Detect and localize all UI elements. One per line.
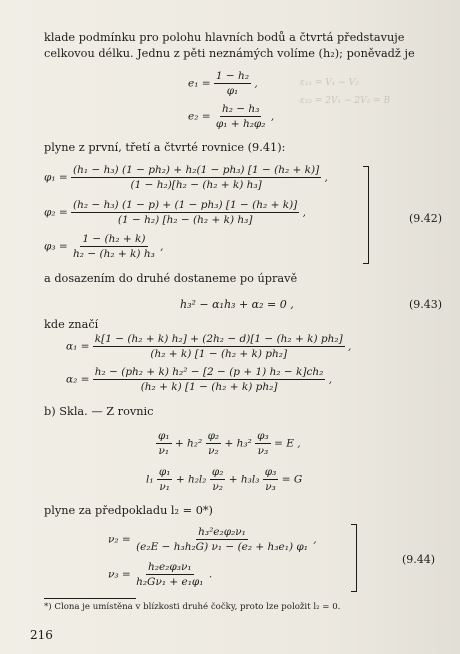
- eq-lhs: α₂ =: [66, 373, 90, 386]
- numerator: k[1 − (h₂ + k) h₂] + (2h₂ − d)[1 − (h₂ + k) ph₂]: [94, 333, 343, 345]
- fraction: [71, 233, 157, 260]
- term: + h₂²: [174, 437, 203, 450]
- equation-nu2: ν₂ = $\frac{\text{h₃²e₂φ₂ν₁}}{\text{(e₂E − h₃h₂G) ν₁ − (e₂ + h₃e₁) φ₁}}$ ,: [108, 526, 317, 553]
- numerator: h₂ − (ph₂ + k) h₂² − [2 − (p + 1) h₂ − k]ch₂: [94, 366, 324, 378]
- fraction: [156, 430, 172, 457]
- eq-lhs: e₂ =: [188, 110, 211, 123]
- fraction: [71, 199, 299, 226]
- denominator: ν₂: [212, 481, 223, 493]
- equation-number: (9.42): [409, 212, 443, 225]
- numerator: 1 − h₂: [215, 70, 250, 82]
- numerator: φ₂: [211, 466, 224, 478]
- fraction: [93, 366, 326, 393]
- eq-lhs: e₁ =: [188, 77, 211, 90]
- eq-lhs: φ₂ =: [44, 206, 68, 219]
- equation-sum-E: [156, 430, 301, 457]
- term: l₁: [146, 473, 154, 486]
- numerator: φ₁: [158, 430, 170, 442]
- show-through: ε₁₁ = V₁ − V₂: [300, 78, 359, 88]
- system-brace: [350, 524, 357, 592]
- denominator: (1 − h₂)[h₂ − (h₂ + k) h₃]: [130, 179, 262, 191]
- denominator: (e₂E − h₃h₂G) ν₁ − (e₂ + h₃e₁) φ₁: [136, 541, 308, 553]
- text-line: b) Skla. — Z rovnic: [44, 405, 154, 418]
- footnote: *) Clona je umístěna v blízkosti druhé čočky, proto lze položit l₂ = 0.: [44, 602, 341, 612]
- eq-lhs: φ₁ =: [44, 171, 68, 184]
- fraction: [134, 526, 310, 553]
- denominator: ν₃: [257, 445, 269, 457]
- numerator: (h₁ − h₃) (1 − ph₂) + h₂(1 − ph₃) [1 − (h₂ + k)]: [73, 164, 320, 176]
- equation-nu3: ν₃ = $\frac{\text{h₂e₂φ₃ν₁}}{\text{h₂Gν₁ + e₁φ₁}}$ .: [108, 561, 213, 588]
- fraction: [214, 70, 251, 97]
- denominator: ν₁: [159, 481, 170, 493]
- text-line: klade podmínku pro polohu hlavních bodů a čtvrtá představuje: [44, 31, 405, 44]
- text-line: a dosazením do druhé dostaneme po úpravě: [44, 272, 298, 285]
- equation-number: (9.43): [409, 298, 443, 311]
- denominator: (1 − h₂) [h₂ − (h₂ + k) h₃]: [117, 214, 253, 226]
- numerator: φ₃: [264, 466, 277, 478]
- fraction: [255, 430, 271, 457]
- fraction: [93, 333, 345, 360]
- numerator: 1 − (h₂ + k): [82, 233, 146, 245]
- denominator: h₂ − (h₂ + k) h₃: [73, 248, 155, 260]
- denominator: (h₂ + k) [1 − (h₂ + k) ph₂]: [150, 348, 288, 360]
- text-line: plyne z první, třetí a čtvrté rovnice (9.41):: [44, 141, 286, 154]
- denominator: ν₃: [265, 481, 276, 493]
- equation-alpha2: α₂ = $\frac{\text{h₂ − (ph₂ + k) h₂² − [2 − (p + 1) h₂ − k]ch₂}}{\text{(h₂ + k) [1 − (h₂ + k) ph₂]}}$ ,: [66, 366, 333, 393]
- footnote-rule: [44, 598, 136, 599]
- equation-e2: e₂ = $\frac{\text{h₂ − h₃}}{\text{φ₁ + h₂φ₂}}$ ,: [188, 103, 275, 130]
- denominator: φ₁ + h₂φ₂: [215, 118, 266, 130]
- page-number: 216: [30, 628, 53, 642]
- equation-sum-G: [146, 466, 302, 493]
- text-line: celkovou délku. Jednu z pěti neznámých volíme (h₂); poněvadž je: [44, 47, 415, 60]
- equation-e1: e₁ = $\frac{\text{1 − h₂}}{\text{φ₁}}$ ,: [188, 70, 258, 97]
- denominator: φ₁: [226, 85, 239, 97]
- fraction: [71, 164, 321, 191]
- denominator: (h₂ + k) [1 − (h₂ + k) ph₂]: [140, 381, 278, 393]
- eq-lhs: ν₃ =: [108, 568, 131, 581]
- eq-lhs: α₁ =: [66, 340, 90, 353]
- denominator: ν₂: [208, 445, 219, 457]
- numerator: φ₂: [207, 430, 220, 442]
- fraction: [134, 561, 205, 588]
- fraction: [263, 466, 279, 493]
- text-line: kde značí: [44, 318, 99, 331]
- equation-quadratic: h₃² − α₁h₃ + α₂ = 0 ,: [180, 298, 294, 311]
- fraction: [157, 466, 173, 493]
- numerator: h₂ − h₃: [221, 103, 260, 115]
- fraction: [206, 430, 222, 457]
- eq-lhs: ν₂ =: [108, 533, 131, 546]
- numerator: (h₂ − h₃) (1 − p) + (1 − ph₃) [1 − (h₂ + k)]: [73, 199, 298, 211]
- eq-lhs: φ₃ =: [44, 240, 68, 253]
- denominator: ν₁: [158, 445, 170, 457]
- equation-alpha1: α₁ = $\frac{\text{k[1 − (h₂ + k) h₂] + (2h₂ − d)[1 − (h₂ + k) ph₂]}}{\text{(h₂ + k) [1 − (h₂ + k) ph₂]}}$ ,: [66, 333, 352, 360]
- term: + h₂l₂: [175, 473, 207, 486]
- text-line: plyne za předpokladu l₂ = 0*): [44, 504, 213, 517]
- numerator: φ₃: [257, 430, 269, 442]
- numerator: φ₁: [158, 466, 171, 478]
- equation-phi3: φ₃ = $\frac{\text{1 − (h₂ + k)}}{\text{h₂ − (h₂ + k) h₃}}$ ,: [44, 233, 164, 260]
- numerator: h₃²e₂φ₂ν₁: [198, 526, 246, 538]
- term: = G: [281, 473, 303, 486]
- term: + h₃l₃: [228, 473, 260, 486]
- numerator: h₂e₂φ₃ν₁: [148, 561, 192, 573]
- fraction: [210, 466, 226, 493]
- equation-number: (9.44): [402, 553, 436, 566]
- fraction: [214, 103, 268, 130]
- term: + h₃²: [224, 437, 252, 450]
- equation-phi2: φ₂ = $\frac{\text{(h₂ − h₃) (1 − p) + (1 − ph₃) [1 − (h₂ + k)]}}{\text{(1 − h₂) [h₂ − (h₂ + k) h₃]}}$ ,: [44, 199, 306, 226]
- equation-phi1: φ₁ = $\frac{\text{(h₁ − h₃) (1 − ph₂) + h₂(1 − ph₃) [1 − (h₂ + k)]}}{\text{(1 − h₂)[h₂ − (h₂ + k) h₃]}}$ ,: [44, 164, 328, 191]
- denominator: h₂Gν₁ + e₁φ₁: [136, 576, 204, 588]
- system-brace: [362, 166, 369, 264]
- show-through: ε₂₂ = 2V₁ − 2V₂ = B: [300, 96, 391, 106]
- term: = E ,: [274, 437, 301, 450]
